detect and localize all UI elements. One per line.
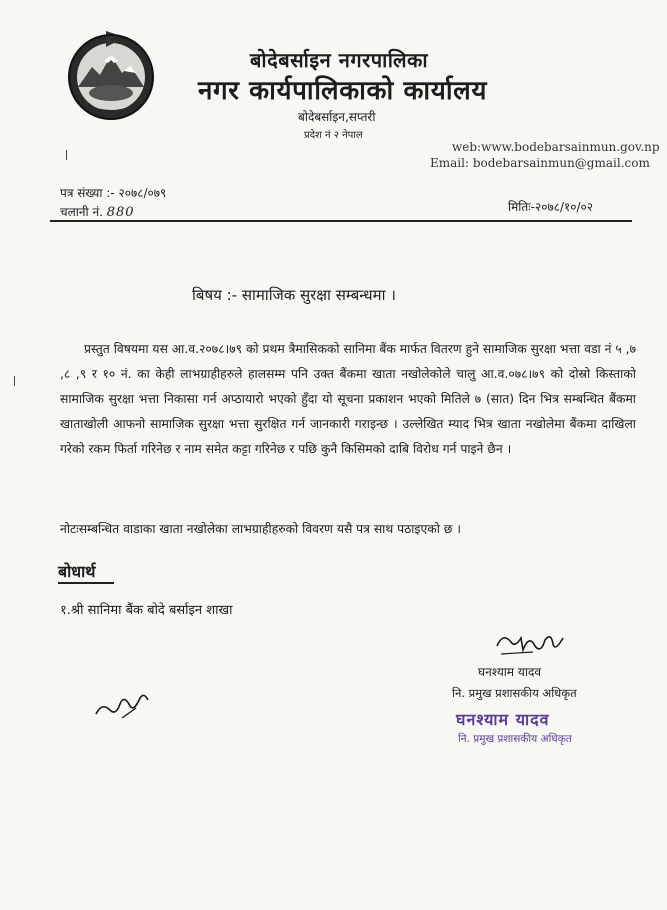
punch-mark [66, 150, 67, 160]
email-text: Email: bodebarsainmun@gmail.com [430, 156, 650, 170]
cc-recipient: १.श्री सानिमा बैंक बोदे बर्साइन शाखा [60, 603, 233, 618]
signer-name: घनश्याम यादव [478, 665, 542, 679]
dispatch-label: चलानी नं. [60, 205, 103, 219]
stamp-name: घनश्याम यादव [456, 710, 550, 729]
office-title: नगर कार्यपालिकाको कार्यालय [198, 76, 488, 106]
dispatch-value: 880 [106, 205, 135, 220]
body-paragraph: प्रस्तुत विषयमा यस आ.व.२०७८।७९ को प्रथम त्रैमासिकको सानिमा बैंक मार्फत वितरण हुने सामाजिक सुरक्षा भत्ता वडा नं ५ ,७ ,८ ,९ र १० नं. का केही लाभग्राहीहरुले हालसम्म पनि उक्त बैंकमा खाता नखोलेकोले चालु आ.व.०७८।७९ को दोस्रो किस्ताको सामाजिक सुरक्षा भत्ता निकासा गर्न अप्ठायारो भएको हुँदा यो सूचना प्रकाशन भएको मितिले ७ (सात) दिन भित्र सम्बन्धित बैंकमा खाताखोली आफनो सामाजिक सुरक्षा भत्ता सुरक्षित गर्न जानकारी गराइन्छ । उल्लेखित म्याद भित्र खाता नखोलेमा बैंकमा दाखिला गरेको रकम फिर्ता गरिनेछ र नाम समेत कट्टा गरिनेछ र पछि कुनै किसिमको दाबि विरोध गर्न पाइने छैन । [60, 342, 636, 456]
punch-mark [14, 376, 15, 386]
dispatch-number [60, 203, 135, 220]
website-text: web:www.bodebarsainmun.gov.np [452, 140, 660, 154]
address-line2: प्रदेश नं २ नेपाल [304, 130, 363, 141]
initial-signature-icon [92, 688, 154, 722]
letter-number [60, 184, 166, 201]
stamp-title: नि. प्रमुख प्रशासकीय अधिकृत [458, 733, 572, 745]
address-line1: बोदेबर्साइन,सप्तरी [298, 110, 376, 124]
header-divider [50, 220, 632, 222]
letter-date: मितिः-२०७८/१०/०२ [508, 200, 593, 214]
bodhartha-heading: बोधार्थ [58, 562, 96, 581]
subject-line: बिषय :- सामाजिक सुरक्षा सम्बन्धमा । [192, 286, 396, 304]
letter-number-label: पत्र संख्या :- [60, 186, 115, 200]
note-line: नोटःसम्बन्धित वाडाका खाता नखोलेका लाभग्राहीहरुको विवरण यसै पत्र साथ पठाइएको छ । [60, 522, 461, 536]
officer-signature-icon [493, 628, 573, 658]
signer-title: नि. प्रमुख प्रशासकीय अधिकृत [452, 686, 577, 700]
letter-number-value: २०७८/०७९ [118, 186, 167, 200]
office-name: बोदेबर्साइन नगरपालिका [250, 48, 429, 72]
bodhartha-underline [58, 582, 114, 584]
municipality-emblem-icon [64, 27, 158, 123]
